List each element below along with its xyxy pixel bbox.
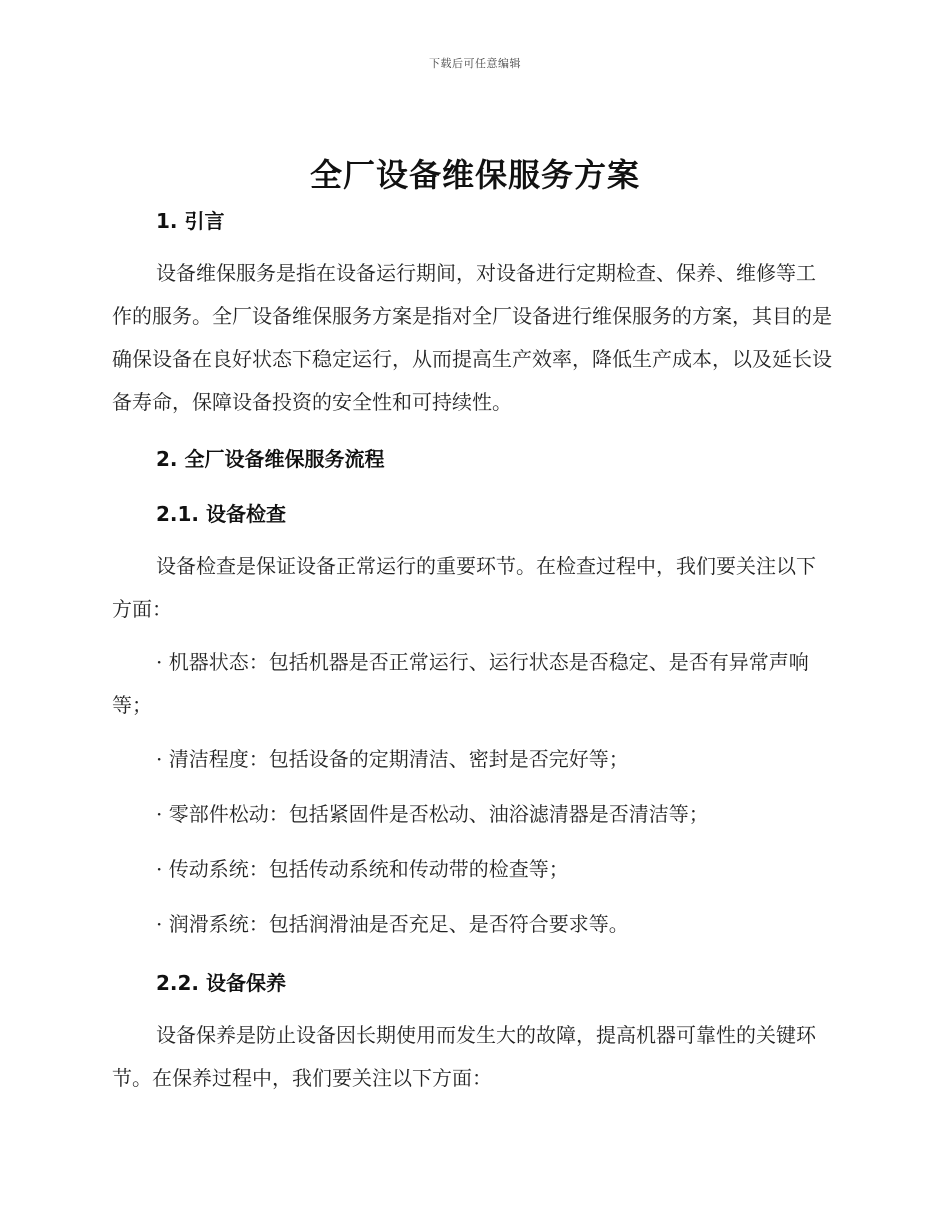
paragraph-equipment-inspection: 设备检查是保证设备正常运行的重要环节。在检查过程中，我们要关注以下方面： bbox=[112, 554, 816, 621]
heading-introduction: 1. 引言 bbox=[156, 209, 225, 233]
heading-service-process: 2. 全厂设备维保服务流程 bbox=[156, 447, 385, 471]
list-item-loose-parts: · 零部件松动：包括紧固件是否松动、油浴滤清器是否清洁等； bbox=[156, 802, 709, 826]
list-item-transmission-system: · 传动系统：包括传动系统和传动带的检查等； bbox=[156, 857, 569, 881]
paragraph-introduction: 设备维保服务是指在设备运行期间，对设备进行定期检查、保养、维修等工作的服务。全厂设备维保服务方案是指对全厂设备进行维保服务的方案，其目的是确保设备在良好状态下稳定运行，从而提高生产效率，降低生产成本，以及延长设备寿命，保障设备投资的安全性和可持续性。 bbox=[112, 261, 832, 414]
heading-equipment-inspection: 2.1. 设备检查 bbox=[156, 502, 286, 526]
document-title: 全厂设备维保服务方案 bbox=[309, 156, 640, 194]
list-item-machine-status: · 机器状态：包括机器是否正常运行、运行状态是否稳定、是否有异常声响等； bbox=[112, 650, 809, 717]
heading-equipment-maintenance: 2.2. 设备保养 bbox=[156, 971, 286, 995]
header-note: 下载后可任意编辑 bbox=[429, 57, 521, 70]
paragraph-equipment-maintenance: 设备保养是防止设备因长期使用而发生大的故障，提高机器可靠性的关键环节。在保养过程中，我们要关注以下方面： bbox=[112, 1023, 816, 1090]
list-item-cleanliness: · 清洁程度：包括设备的定期清洁、密封是否完好等； bbox=[156, 747, 629, 771]
list-item-lubrication-system: · 润滑系统：包括润滑油是否充足、是否符合要求等。 bbox=[156, 912, 629, 936]
